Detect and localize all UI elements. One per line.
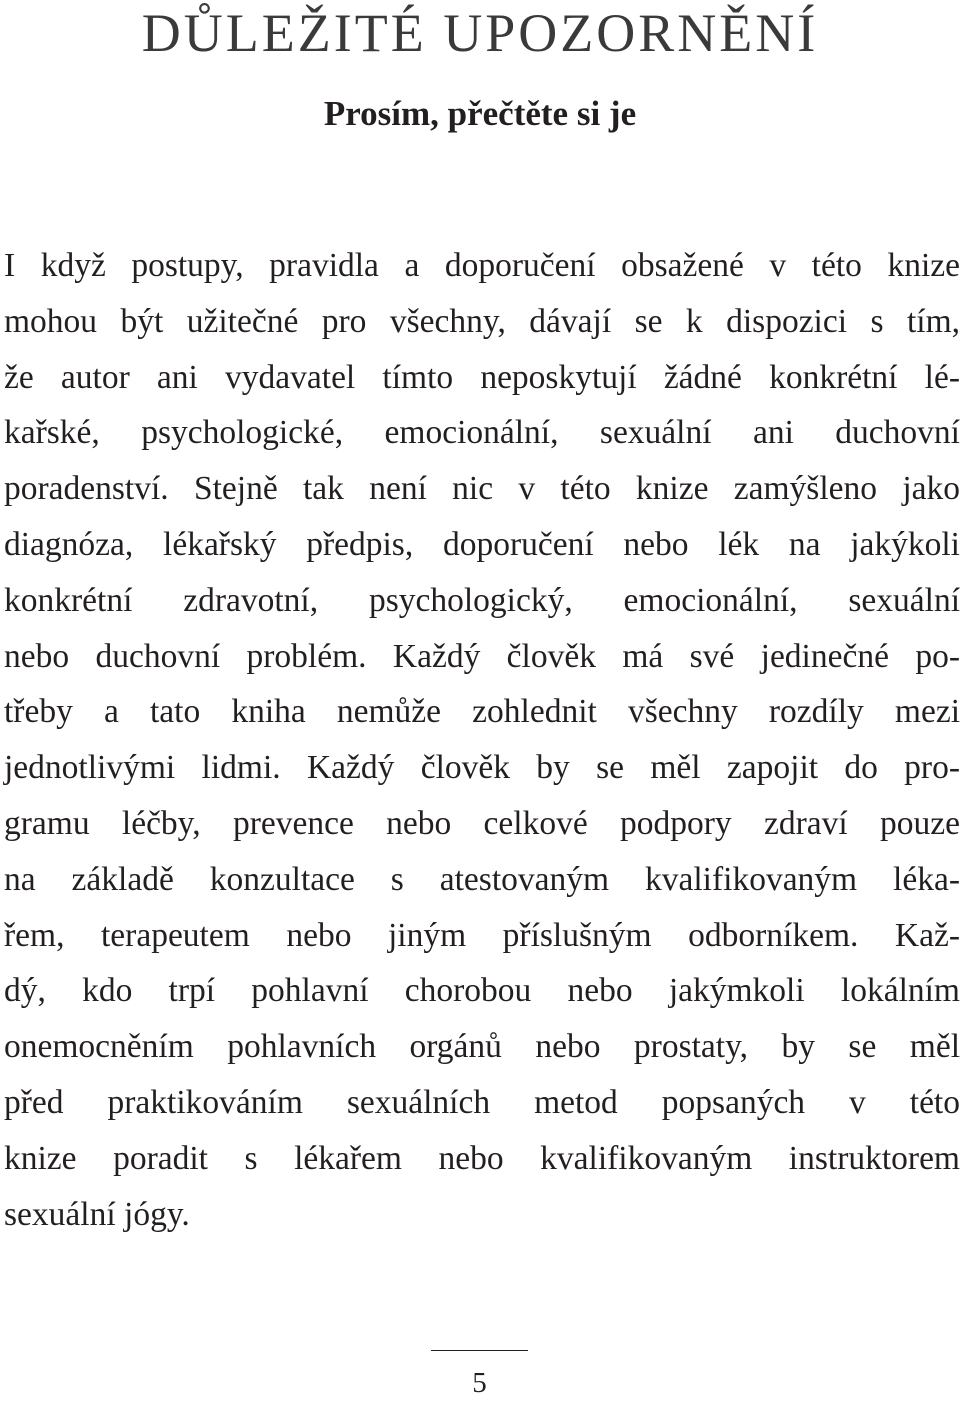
- paragraph-line: nebo duchovní problém. Každý člověk má své jedinečné po-: [4, 637, 960, 675]
- paragraph-line: na základě konzultace s atestovaným kvalifikovaným léka-: [4, 860, 960, 898]
- paragraph-line: před praktikováním sexuálních metod popsaných v této: [4, 1083, 960, 1121]
- paragraph-line: dý, kdo trpí pohlavní chorobou nebo jakýmkoli lokálním: [4, 972, 960, 1010]
- paragraph-line: konkrétní zdravotní, psychologický, emocionální, sexuální: [4, 581, 960, 619]
- paragraph-line: mohou být užitečné pro všechny, dávají se k dispozici s tím,: [4, 302, 960, 340]
- page-heading: DŮLEŽITÉ UPOZORNĚNÍ: [141, 3, 819, 63]
- paragraph-line: diagnóza, lékařský předpis, doporučení nebo lék na jakýkoli: [4, 525, 960, 563]
- paragraph-line: že autor ani vydavatel tímto neposkytují žádné konkrétní lé-: [4, 358, 960, 396]
- paragraph-line: onemocněním pohlavních orgánů nebo prostaty, by se měl: [4, 1028, 960, 1066]
- paragraph-line: knize poradit s lékařem nebo kvalifikovaným instruktorem: [4, 1139, 960, 1177]
- page-subheading: Prosím, přečtěte si je: [323, 94, 637, 133]
- paragraph-line: kařské, psychologické, emocionální, sexuální ani duchovní: [4, 414, 960, 452]
- paragraph-line: poradenství. Stejně tak není nic v této knize zamýšleno jako: [4, 470, 960, 508]
- disclaimer-paragraph: [4, 238, 960, 1242]
- page-number: 5: [472, 1367, 487, 1399]
- paragraph-line: třeby a tato kniha nemůže zohlednit všechny rozdíly mezi: [4, 693, 960, 731]
- paragraph-line: I když postupy, pravidla a doporučení obsažené v této knize: [4, 247, 960, 284]
- paragraph-last-line: sexuální jógy.: [4, 1195, 190, 1233]
- footer-divider: [431, 1350, 528, 1351]
- paragraph-line: řem, terapeutem nebo jiným příslušným odborníkem. Kaž-: [4, 916, 960, 954]
- paragraph-line: gramu léčby, prevence nebo celkové podpory zdraví pouze: [4, 804, 960, 842]
- paragraph-line: jednotlivými lidmi. Každý člověk by se měl zapojit do pro-: [4, 749, 960, 787]
